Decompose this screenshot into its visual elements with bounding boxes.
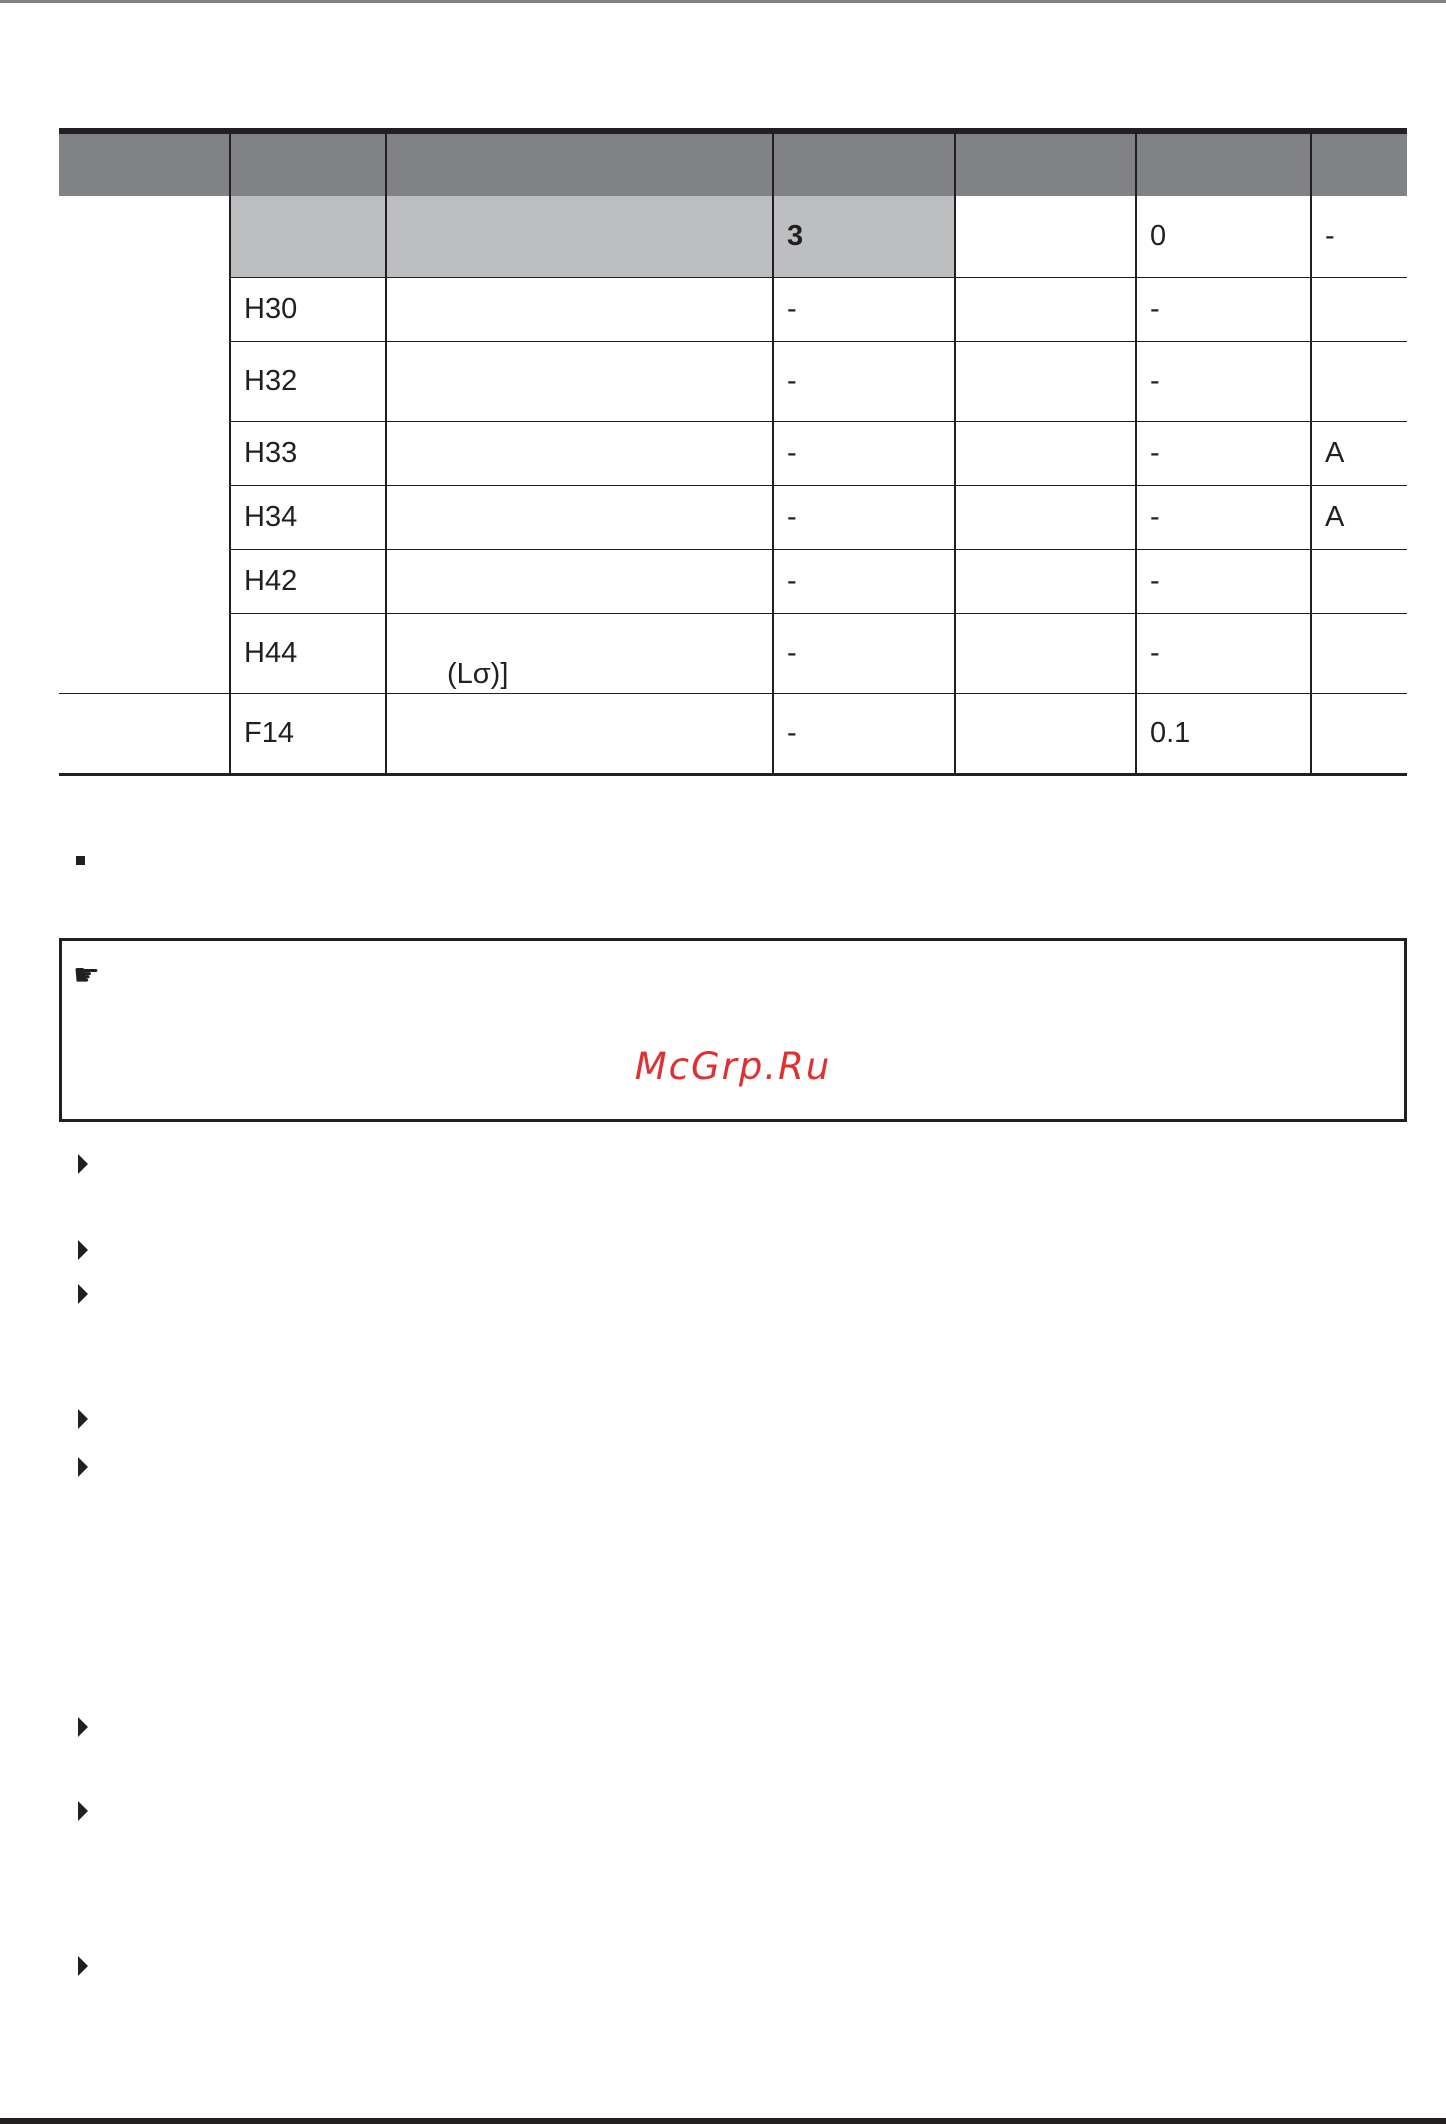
header-setting	[773, 131, 955, 196]
group-cell	[59, 694, 230, 775]
bullet-icon	[78, 1717, 88, 1737]
default-cell: -	[1136, 614, 1311, 694]
range-cell	[955, 196, 1136, 278]
table-row	[59, 278, 1407, 342]
default-cell: -	[1136, 422, 1311, 486]
header-default	[1136, 131, 1311, 196]
header-unit	[1311, 131, 1407, 196]
range-cell	[955, 422, 1136, 486]
unit-cell	[1311, 614, 1407, 694]
range-cell	[955, 486, 1136, 550]
table-row	[59, 486, 1407, 550]
setting-cell: -	[773, 422, 955, 486]
watermark: McGrp.Ru	[634, 1045, 832, 1088]
header-code	[230, 131, 386, 196]
table-row	[59, 342, 1407, 422]
table-row	[59, 422, 1407, 486]
name-cell	[386, 422, 773, 486]
setting-cell: -	[773, 486, 955, 550]
code-cell: H42	[230, 550, 386, 614]
top-rule	[0, 0, 1446, 3]
name-cell	[386, 342, 773, 422]
default-cell: -	[1136, 486, 1311, 550]
name-cell	[386, 196, 773, 278]
unit-cell	[1311, 694, 1407, 775]
default-cell: -	[1136, 550, 1311, 614]
range-cell	[955, 342, 1136, 422]
table-row	[59, 614, 1407, 694]
unit-cell	[1311, 342, 1407, 422]
setting-cell: -	[773, 278, 955, 342]
default-cell: 0	[1136, 196, 1311, 278]
header-range	[955, 131, 1136, 196]
header-group	[59, 131, 230, 196]
setting-cell: -	[773, 614, 955, 694]
bullet-icon	[78, 1409, 88, 1429]
code-cell	[230, 196, 386, 278]
pointing-hand-icon: ☛	[73, 959, 100, 992]
table-row	[59, 196, 1407, 278]
bullet-icon	[78, 1956, 88, 1976]
name-cell	[386, 694, 773, 775]
code-cell: F14	[230, 694, 386, 775]
bullet-icon	[78, 1457, 88, 1477]
table-header-row	[59, 131, 1407, 196]
unit-cell	[1311, 550, 1407, 614]
inductance-note: (Lσ)]	[447, 658, 509, 690]
setting-cell: -	[773, 694, 955, 775]
range-cell	[955, 694, 1136, 775]
code-cell: H34	[230, 486, 386, 550]
name-cell	[386, 614, 773, 694]
code-cell: H33	[230, 422, 386, 486]
group-cell	[59, 196, 230, 694]
parameter-table	[59, 128, 1407, 776]
range-cell	[955, 614, 1136, 694]
square-bullet	[76, 856, 85, 865]
setting-cell: -	[773, 342, 955, 422]
code-cell: H30	[230, 278, 386, 342]
bullet-icon	[78, 1284, 88, 1304]
setting-cell: -	[773, 550, 955, 614]
name-cell	[386, 278, 773, 342]
name-cell	[386, 486, 773, 550]
default-cell: 0.1	[1136, 694, 1311, 775]
code-cell: H32	[230, 342, 386, 422]
default-cell: -	[1136, 278, 1311, 342]
name-cell	[386, 550, 773, 614]
bullet-icon	[78, 1801, 88, 1821]
bullet-icon	[78, 1240, 88, 1260]
header-name	[386, 131, 773, 196]
setting-cell: 3	[773, 196, 955, 278]
table-row	[59, 550, 1407, 614]
unit-cell: A	[1311, 486, 1407, 550]
range-cell	[955, 550, 1136, 614]
bottom-rule	[0, 2118, 1446, 2124]
bullet-icon	[78, 1154, 88, 1174]
unit-cell: -	[1311, 196, 1407, 278]
range-cell	[955, 278, 1136, 342]
code-cell: H44	[230, 614, 386, 694]
default-cell: -	[1136, 342, 1311, 422]
unit-cell	[1311, 278, 1407, 342]
unit-cell: A	[1311, 422, 1407, 486]
note-box	[59, 938, 1407, 1122]
table-row	[59, 694, 1407, 775]
